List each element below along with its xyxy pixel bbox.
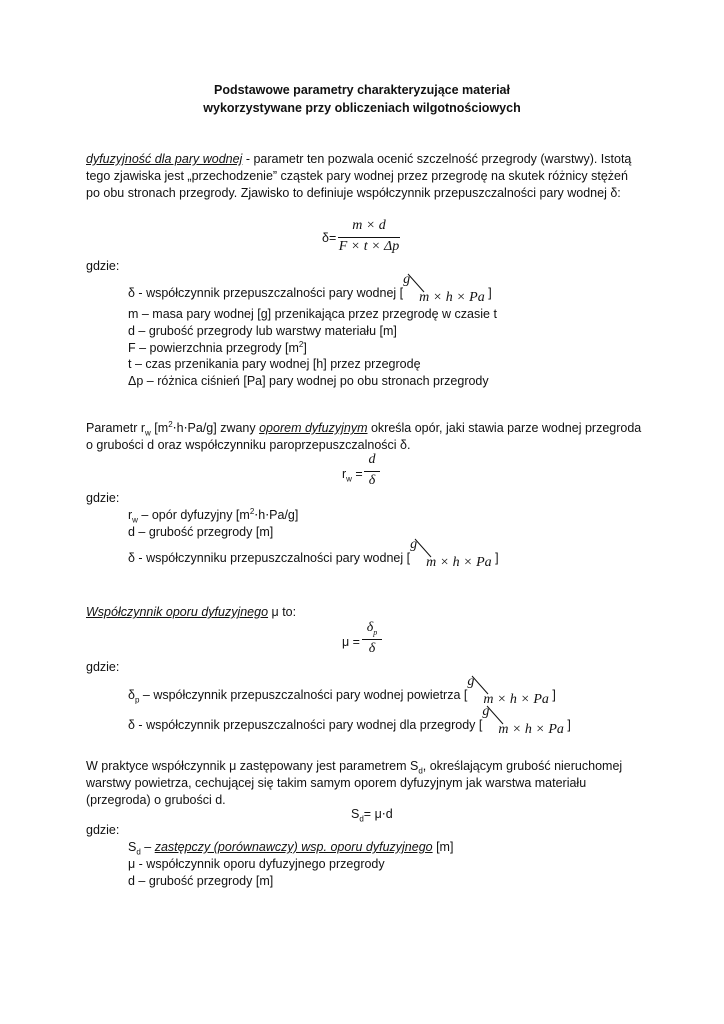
sec3-def-deltap <box>128 674 556 707</box>
t: = μ⋅d <box>363 807 393 821</box>
sec2-def-delta <box>128 537 499 570</box>
sec1-def-F-end: ] <box>303 341 307 355</box>
sec1-gdzie: gdzie: <box>86 259 120 273</box>
sup: 2 <box>298 339 304 349</box>
sec1-line-3: po obu stronach przegrody. Zjawisko to definiuje współczynnik przepuszczalności pary wodnej δ: <box>86 186 621 200</box>
unit-close: ] <box>488 286 492 300</box>
sec2-line-1 <box>86 420 641 436</box>
t: δ - współczynniku przepuszczalności pary wodnej [ <box>128 551 411 565</box>
sec1-def-F <box>128 340 307 356</box>
t: S <box>351 807 360 821</box>
sec4-def-d: d – grubość przegrody [m] <box>128 874 274 888</box>
t: – opór dyfuzyjny [m <box>137 508 250 522</box>
t: μ to: <box>268 605 297 619</box>
sec1-def-t: t – czas przenikania pary wodnej [h] przez przegrodę <box>128 357 421 371</box>
unit-denominator: m × h × Pa <box>419 290 485 305</box>
sec1-def-F-text: F – powierzchnia przegrody [m <box>128 341 299 355</box>
title-line-2: wykorzystywane przy obliczeniach wilgotnościowych <box>203 101 521 115</box>
t: δ <box>366 620 374 635</box>
t: = <box>351 467 363 481</box>
sup: 2 <box>249 506 255 516</box>
unit-fraction <box>467 674 549 707</box>
sec2-def-rw <box>128 507 298 523</box>
sub: p <box>373 627 378 637</box>
unit-close: ] <box>567 718 571 732</box>
formula-mu-fraction <box>362 620 382 660</box>
fraction-bar <box>362 639 382 640</box>
unit-numerator: g <box>467 674 475 689</box>
unit-close: ] <box>495 551 499 565</box>
sec1-def-delta-text: δ - współczynnik przepuszczalności pary wodnej [ <box>128 286 404 300</box>
sec1-line-1 <box>86 151 631 167</box>
t: Parametr r <box>86 421 146 435</box>
sub: p <box>134 695 140 705</box>
sec4-def-mu: μ - współczynnik oporu dyfuzyjnego przegrody <box>128 857 385 871</box>
sub: d <box>359 814 364 824</box>
formula-mu-denominator: δ <box>368 641 376 656</box>
sec4-def-sd <box>128 839 453 855</box>
unit-fraction <box>403 272 485 305</box>
sub: d <box>136 847 141 857</box>
sec1-line-2: tego zjawiska jest „przechodzenie” cząstek pary wodnej przez przegrodę na skutek różnicy stężeń <box>86 169 628 183</box>
t: [m] <box>432 840 454 854</box>
formula-mu-numerator <box>362 620 382 636</box>
formula-rw-fraction <box>364 452 380 492</box>
t: ⋅h⋅Pa/g] <box>254 508 299 522</box>
t: r <box>342 467 347 481</box>
sup: 2 <box>168 419 173 429</box>
t: ⋅h⋅Pa/g] zwany <box>172 421 260 435</box>
title-line-1: Podstawowe parametry charakteryzujące materiał <box>214 83 510 97</box>
formula-sd <box>351 806 393 822</box>
formula-delta-numerator: m × d <box>352 218 386 233</box>
sec4-gdzie: gdzie: <box>86 823 120 837</box>
t: S <box>128 840 137 854</box>
t: określa opór, jaki stawia parze wodnej przegroda <box>367 421 642 435</box>
sec4-line-2: warstwy powietrza, cechującej się takim samym oporem dyfuzyjnym jak warstwa materiału <box>86 776 587 790</box>
term-diffusivity: dyfuzyjność dla pary wodnej <box>86 152 243 166</box>
sec4-line-1 <box>86 758 622 774</box>
sub: w <box>132 515 138 525</box>
unit-fraction <box>482 704 564 737</box>
t: r <box>128 508 133 522</box>
sec1-line-1-rest: - parametr ten pozwala ocenić szczelność przegrody (warstwy). Istotą <box>242 152 632 166</box>
formula-rw-numerator: d <box>368 452 376 467</box>
unit-denominator: m × h × Pa <box>426 555 492 570</box>
sec2-gdzie: gdzie: <box>86 491 120 505</box>
t: [m <box>150 421 169 435</box>
unit-numerator: g <box>403 272 411 287</box>
sec1-def-d: d – grubość przegrody lub warstwy materiału [m] <box>128 324 397 338</box>
unit-denominator: m × h × Pa <box>483 692 549 707</box>
t: δ <box>128 688 135 702</box>
sec1-def-m: m – masa pary wodnej [g] przenikająca przez przegrodę w czasie t <box>128 307 497 321</box>
term-equivalent-factor: zastępczy (porównawczy) wsp. oporu dyfuzyjnego <box>154 840 433 854</box>
formula-rw-denominator: δ <box>368 473 376 488</box>
unit-close: ] <box>552 688 556 702</box>
sec1-def-delta <box>128 272 492 305</box>
t: W praktyce współczynnik μ zastępowany jest parametrem S <box>86 759 419 773</box>
unit-numerator: g <box>410 537 418 552</box>
formula-mu-lhs: μ = <box>342 635 360 649</box>
unit-denominator: m × h × Pa <box>498 722 564 737</box>
t: – <box>140 840 155 854</box>
formula-delta-fraction <box>338 218 400 258</box>
term-diffusion-resistance: oporem dyfuzyjnym <box>259 421 368 435</box>
fraction-bar <box>338 237 400 238</box>
sub: d <box>418 766 423 776</box>
t: δ - współczynnik przepuszczalności pary wodnej dla przegrody [ <box>128 718 483 732</box>
fraction-bar <box>364 471 380 472</box>
sec3-gdzie: gdzie: <box>86 660 120 674</box>
sub: w <box>145 428 151 438</box>
unit-fraction <box>410 537 492 570</box>
unit-numerator: g <box>482 704 490 719</box>
term-resistance-factor: Współczynnik oporu dyfuzyjnego <box>86 605 269 619</box>
sec3-def-delta <box>128 704 571 737</box>
sec2-line-2: o grubości d oraz współczynniku paroprzepuszczalności δ. <box>86 438 411 452</box>
sub: w <box>346 474 352 484</box>
t: , określającym grubość nieruchomej <box>422 759 623 773</box>
sec1-def-dp: Δp – różnica ciśnień [Pa] pary wodnej po obu stronach przegrody <box>128 374 489 388</box>
formula-delta-lhs: δ= <box>322 231 337 245</box>
sec4-line-3: (przegroda) o grubości d. <box>86 793 226 807</box>
formula-delta-denominator: F × t × Δp <box>338 239 400 254</box>
sec2-def-d: d – grubość przegrody [m] <box>128 525 274 539</box>
formula-rw-lhs <box>342 466 363 482</box>
sec3-line-1 <box>86 604 296 620</box>
t: – współczynnik przepuszczalności pary wodnej powietrza [ <box>139 688 468 702</box>
